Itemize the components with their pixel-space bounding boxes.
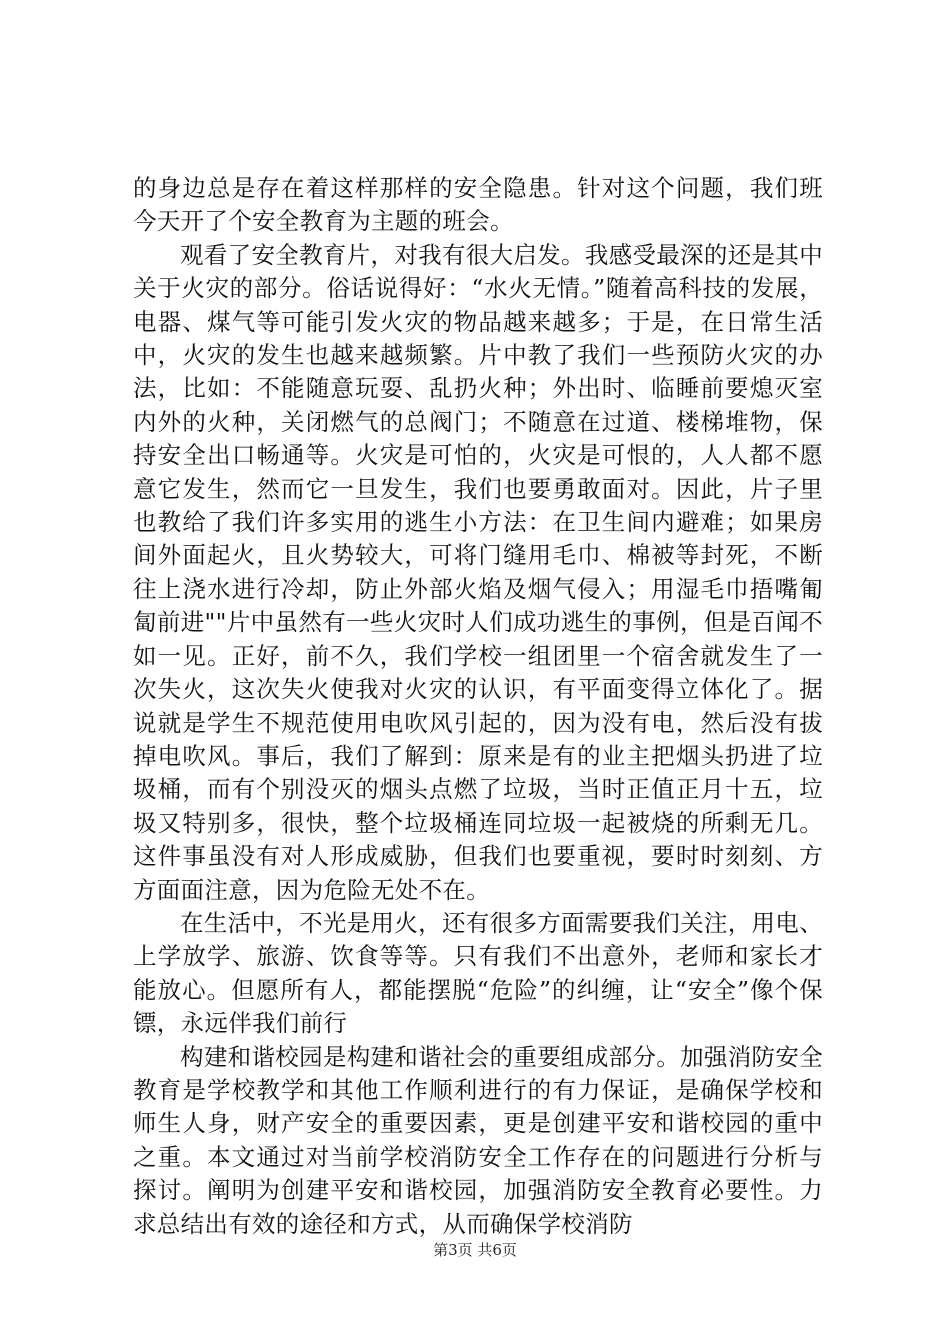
paragraph-2: 观看了安全教育片，对我有很大启发。我感受最深的还是其中关于火灾的部分。俗话说得好：“水火无情。”随着高科技的发展，电器、煤气等可能引发火灾的物品越来越多；于是，在日常生活中，火灾的发生也越来越频繁。片中教了我们一些预防火灾的办法，比如：不能随意玩耍、乱扔火种；外出时、临睡前要熄灭室内外的火种，关闭燃气的总阀门；不随意在过道、楼梯堆物，保持安全出口畅通等。火灾是可怕的，火灾是可恨的，人人都不愿意它发生，然而它一旦发生，我们也要勇敢面对。因此，片子里也教给了我们许多实用的逃生小方法：在卫生间内避难；如果房间外面起火，且火势较大，可将门缝用毛巾、棉被等封死，不断往上浇水进行冷却，防止外部火焰及烟气侵入；用湿毛巾捂嘴匍匐前进""片中虽然有一些火灾时人们成功逃生的事例，但是百闻不如一见。正好，前不久，我们学校一组团里一个宿舍就发生了一次失火，这次失火使我对火灾的认识，有平面变得立体化了。据说就是学生不规范使用电吹风引起的，因为没有电，然后没有拔掉电吹风。事后，我们了解到：原来是有的业主把烟头扔进了垃圾桶，而有个别没灭的烟头点燃了垃圾，当时正值正月十五，垃圾又特别多，很快，整个垃圾桶连同垃圾一起被烧的所剩无几。这件事虽没有对人形成威胁，但我们也要重视，要时时刻刻、方方面面注意，因为危险无处不在。 [133, 240, 823, 904]
page-number-label: 第3页 共6页 [433, 1241, 517, 1259]
page-footer [0, 1240, 950, 1260]
paragraph-1: 的身边总是存在着这样那样的安全隐患。针对这个问题，我们班今天开了个安全教育为主题的班会。 [133, 174, 823, 236]
paragraph-3: 在生活中，不光是用火，还有很多方面需要我们关注，用电、上学放学、旅游、饮食等等。只有我们不出意外，老师和家长才能放心。但愿所有人，都能摆脱“危险”的纠缠，让“安全”像个保镖，永远伴我们前行 [133, 908, 823, 1038]
document-body [133, 172, 823, 1241]
paragraph-4: 构建和谐校园是构建和谐社会的重要组成部分。加强消防安全教育是学校教学和其他工作顺利进行的有力保证，是确保学校和师生人身，财产安全的重要因素，更是创建平安和谐校园的重中之重。本文通过对当前学校消防安全工作存在的问题进行分析与探讨。阐明为创建平安和谐校园，加强消防安全教育必要性。力求总结出有效的途径和方式，从而确保学校消防 [133, 1042, 823, 1238]
